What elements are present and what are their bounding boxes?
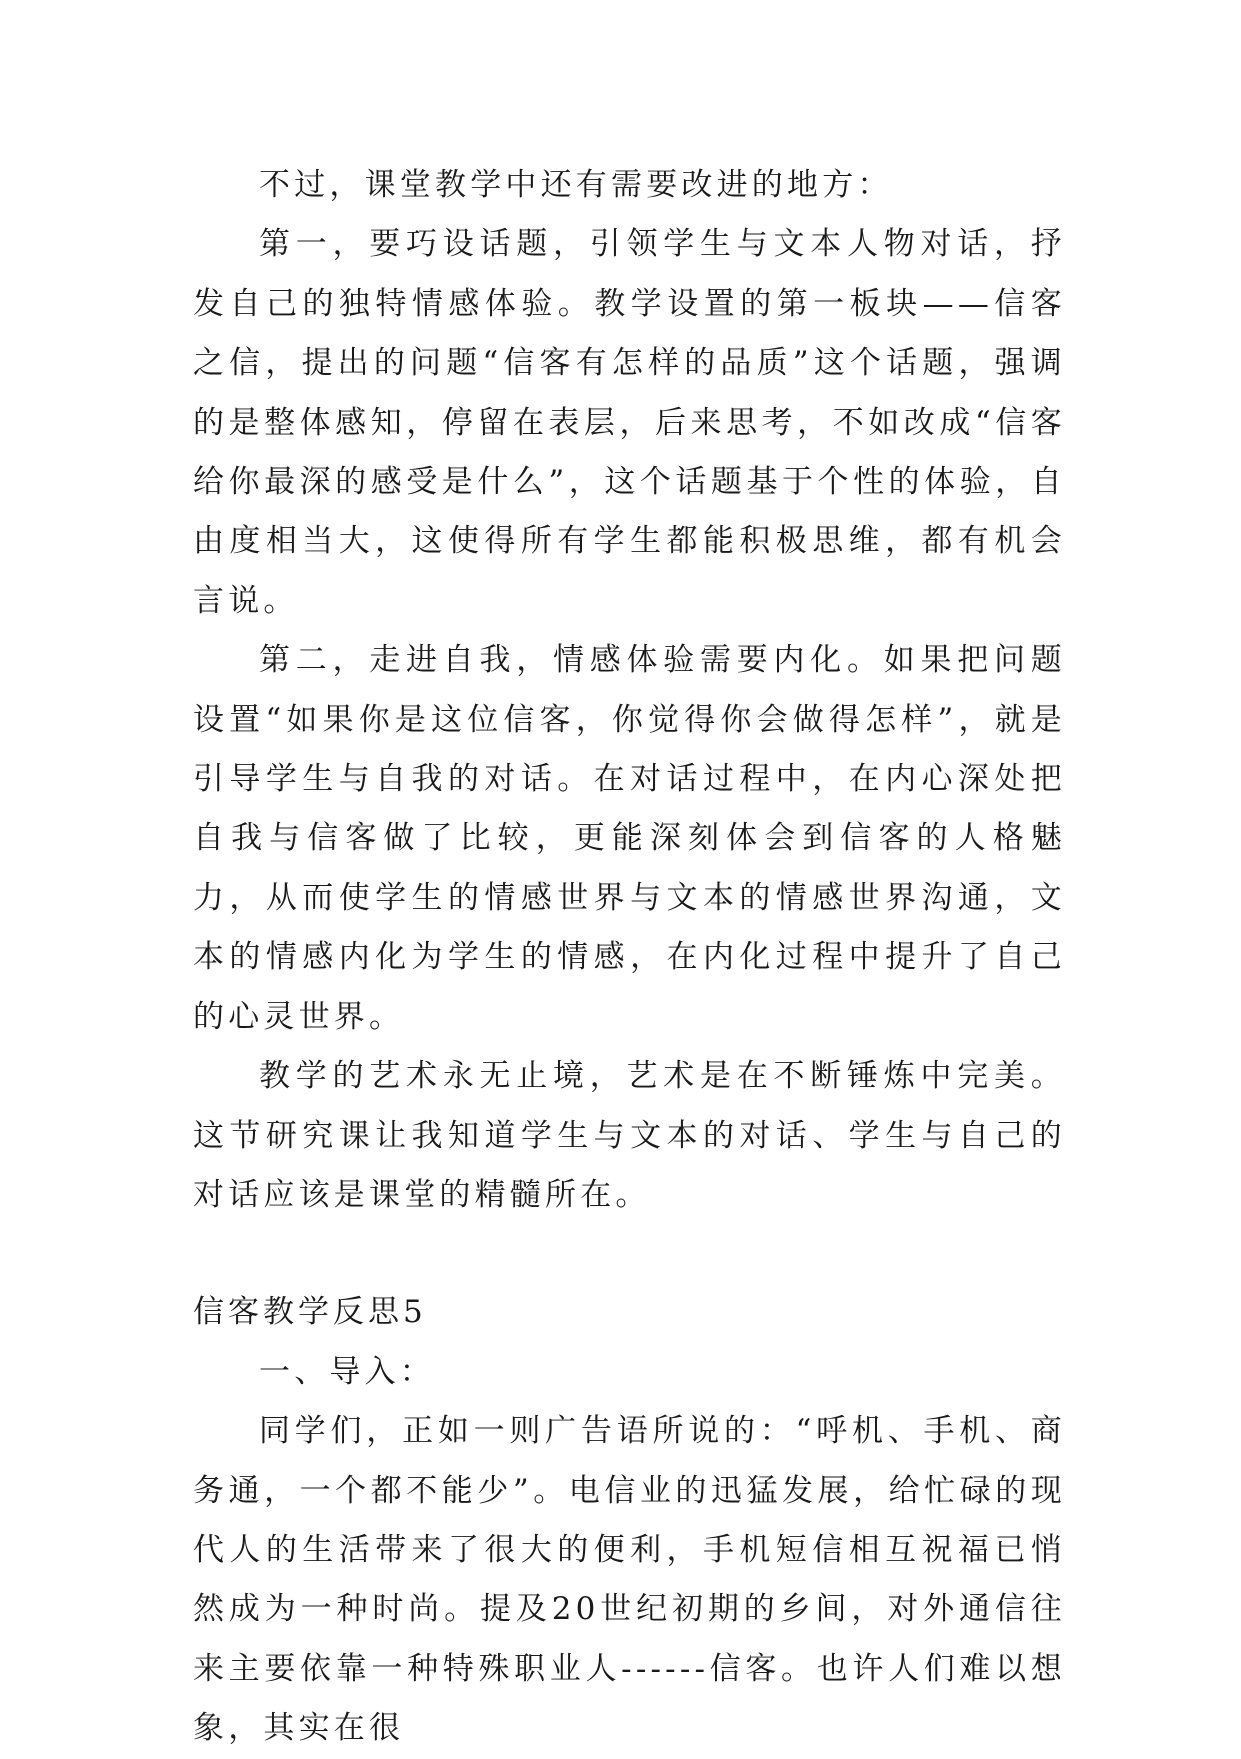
paragraph-intro-body: 同学们，正如一则广告语所说的：“呼机、手机、商务通，一个都不能少”。电信业的迅猛发展，给忙碌的现代人的生活带来了很大的便利，手机短信相互祝福已悄然成为一种时尚。提及20世纪初期的乡间，对外通信往来主要依靠一种特殊职业人------信客。也许人们难以想象，其实在很 bbox=[193, 1413, 1066, 1747]
section-title: 信客教学反思5 bbox=[193, 1294, 427, 1331]
body-section-1 bbox=[193, 156, 1066, 1225]
body-section-2 bbox=[193, 1343, 1066, 1759]
paragraph-point-one: 第一，要巧设话题，引领学生与文本人物对话，抒发自己的独特情感体验。教学设置的第一板块——信客之信，提出的问题“信客有怎样的品质”这个话题，强调的是整体感知，停留在表层，后来思考，不如改成“信客给你最深的感受是什么”，这个话题基于个性的体验，自由度相当大，这使得所有学生都能积极思维，都有机会言说。 bbox=[193, 226, 1066, 619]
paragraph-point-two: 第二，走进自我，情感体验需要内化。如果把问题设置“如果你是这位信客，你觉得你会做得怎样”，就是引导学生与自我的对话。在对话过程中，在内心深处把自我与信客做了比较，更能深刻体会到信客的人格魅力，从而使学生的情感世界与文本的情感世界沟通，文本的情感内化为学生的情感，在内化过程中提升了自己的心灵世界。 bbox=[193, 642, 1066, 1035]
paragraph-improvements-intro: 不过，课堂教学中还有需要改进的地方： bbox=[259, 167, 893, 203]
paragraph-intro-heading: 一、导入： bbox=[259, 1353, 435, 1390]
paragraph-conclusion: 教学的艺术永无止境，艺术是在不断锤炼中完美。这节研究课让我知道学生与文本的对话、学生与自己的对话应该是课堂的精髓所在。 bbox=[193, 1058, 1066, 1213]
